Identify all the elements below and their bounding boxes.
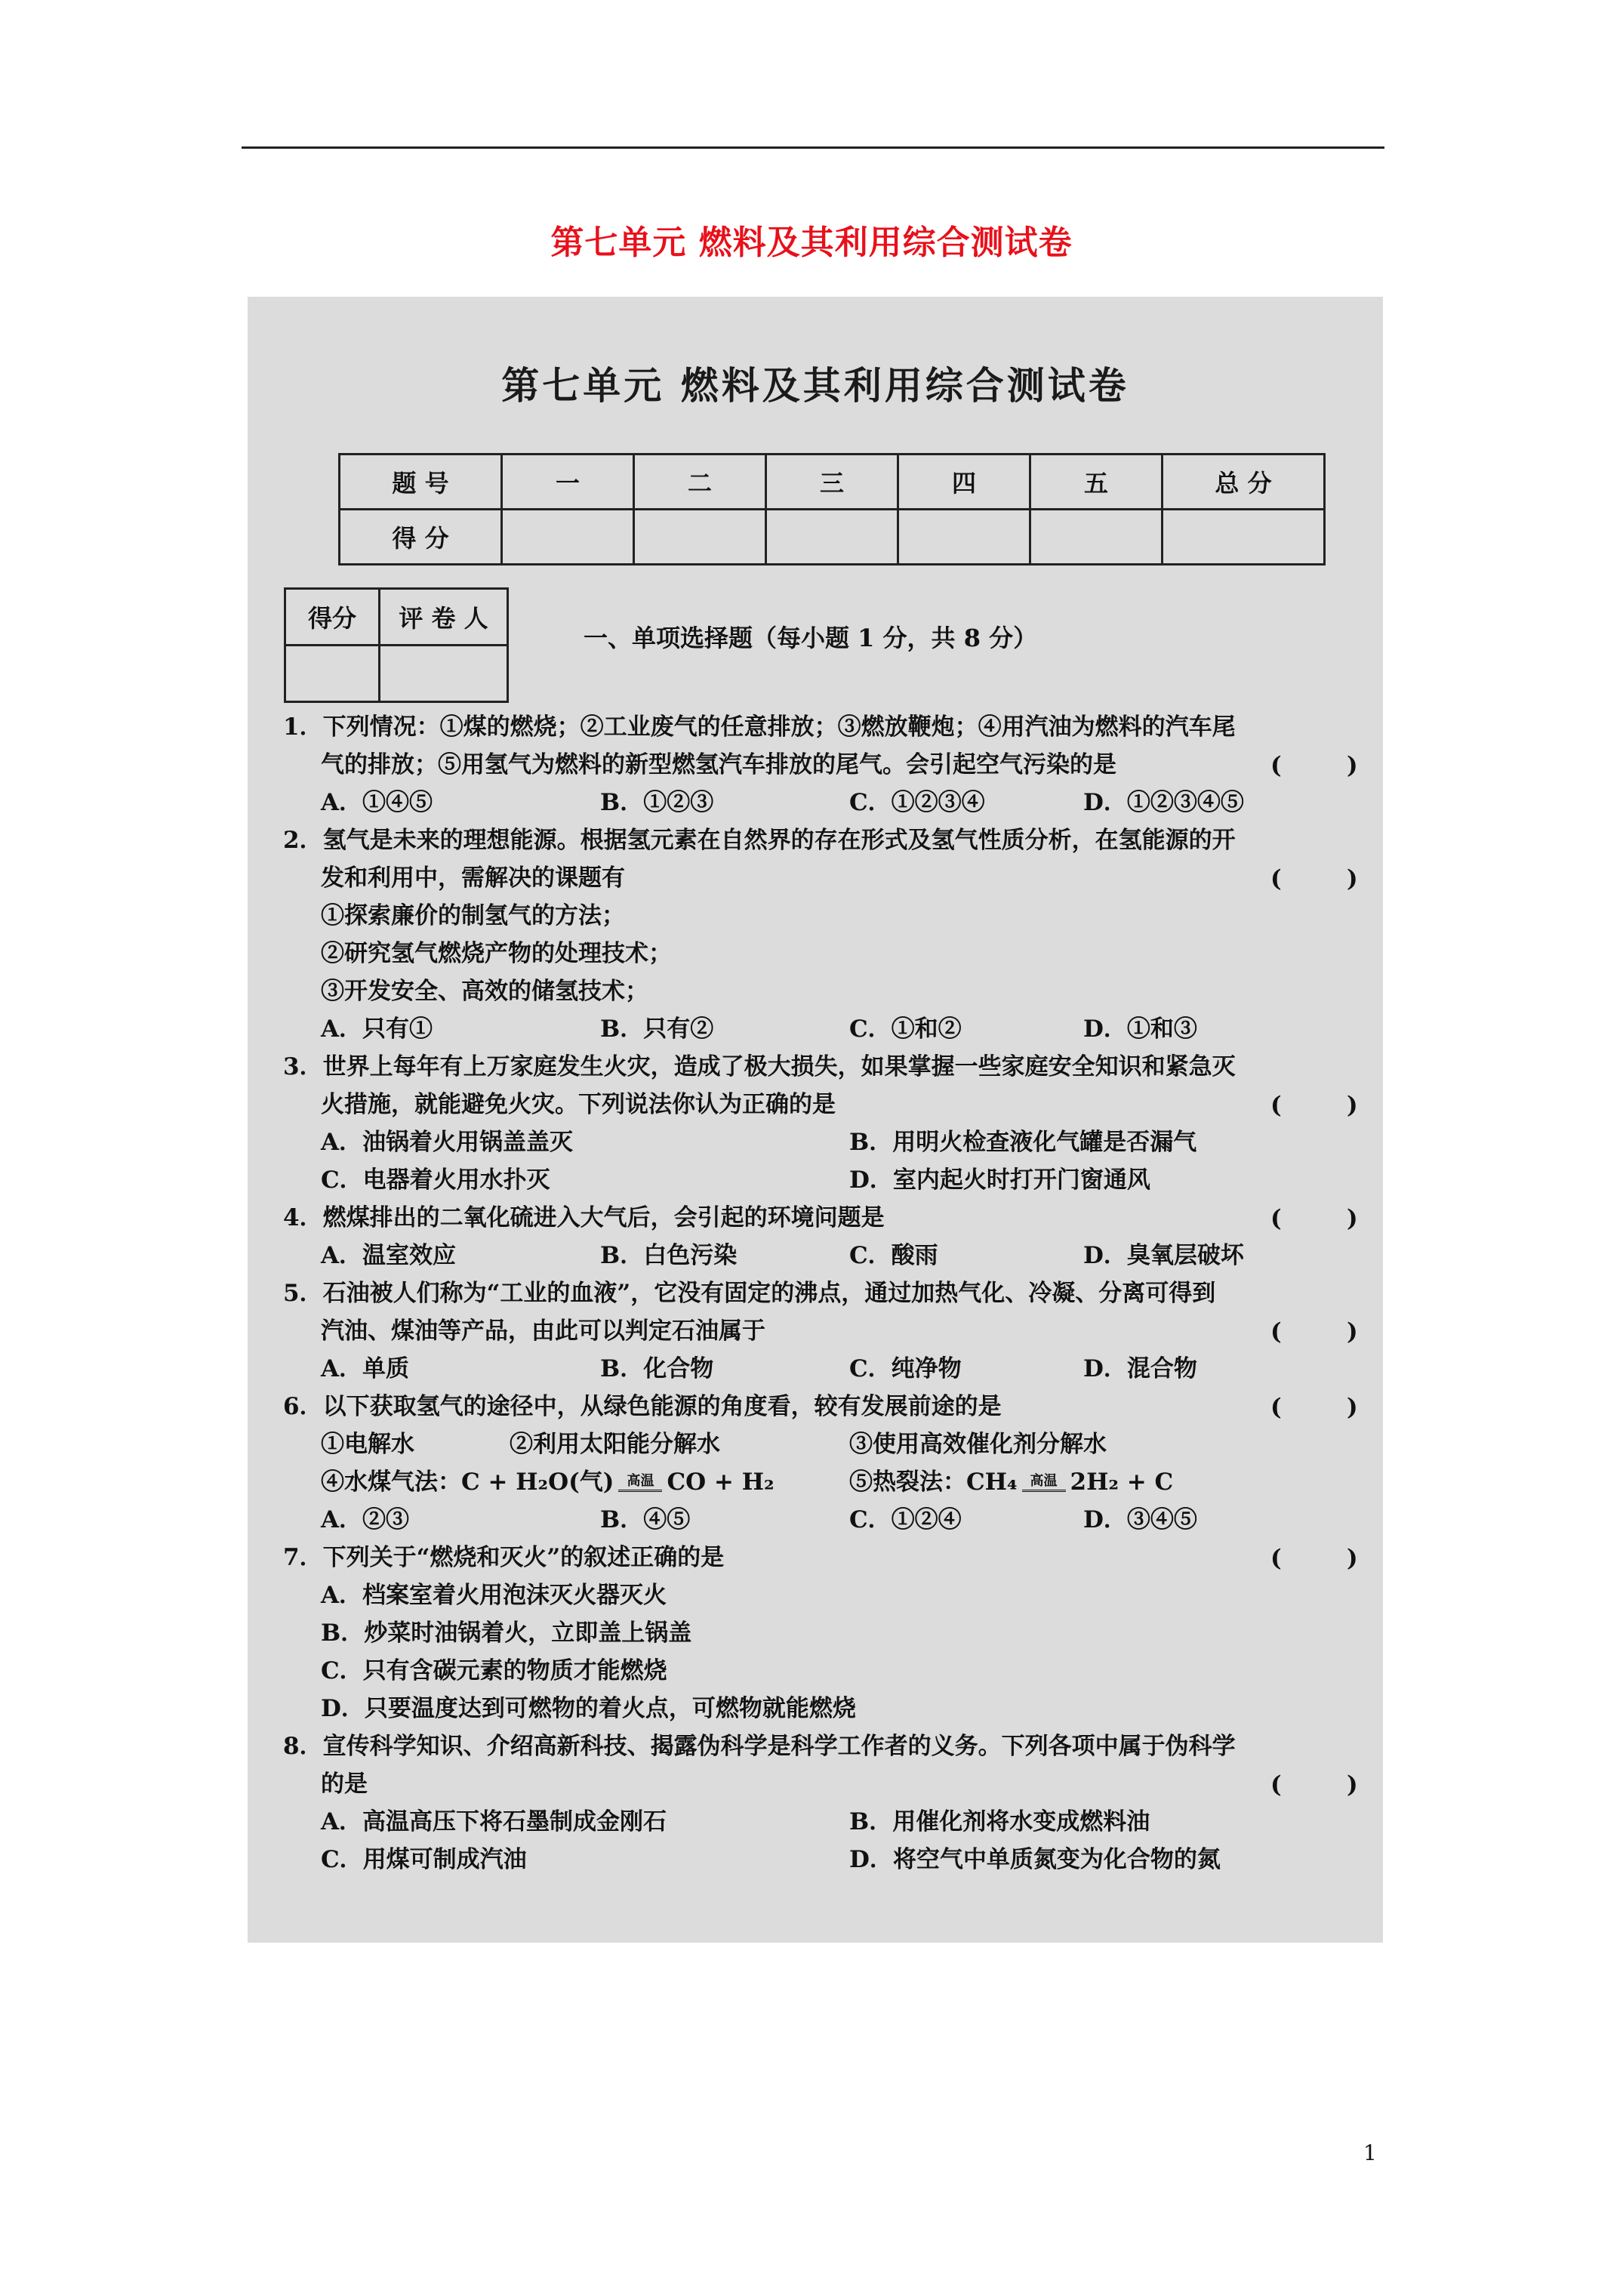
option: B．用催化剂将水变成燃料油 (849, 1808, 1150, 1835)
equation-5 (849, 1463, 1173, 1501)
condition-label: 高温 (627, 1473, 654, 1489)
option: B．①②③ (600, 789, 714, 816)
score-header-cell: 一 (502, 455, 634, 510)
equation-right: 2H₂ + C (1070, 1469, 1174, 1496)
option: C．①②④ (849, 1506, 962, 1533)
option: C．①②③④ (849, 789, 985, 816)
question-2-line-1: 2．氢气是未来的理想能源。根据氢元素在自然界的存在形式及氢气性质分析，在氢能源的开 (283, 827, 1236, 854)
option: D．③④⑤ (1083, 1506, 1197, 1533)
option: B．用明火检查液化气罐是否漏气 (849, 1129, 1197, 1156)
answer-paren: ( ) (1270, 1318, 1358, 1345)
sub-item: ①电解水 (321, 1431, 414, 1458)
score-header-cell: 总 分 (1163, 455, 1325, 510)
option: A．档案室着火用泡沫灭火器灭火 (321, 1582, 667, 1609)
option: D．①和③ (1083, 1015, 1197, 1043)
option: A．高温高压下将石墨制成金刚石 (321, 1808, 667, 1835)
sub-item: ②利用太阳能分解水 (510, 1431, 720, 1458)
document-title: 第七单元 燃料及其利用综合测试卷 (550, 223, 1073, 262)
option: A．单质 (321, 1355, 410, 1382)
option: A．温室效应 (321, 1242, 457, 1269)
header-rule (242, 146, 1384, 149)
question-1-line-1: 1．下列情况：①煤的燃烧；②工业废气的任意排放；③燃放鞭炮；④用汽油为燃料的汽车尾 (283, 713, 1236, 741)
scanned-exam-page (248, 297, 1383, 1943)
option: C．用煤可制成汽油 (321, 1846, 527, 1873)
option: D．臭氧层破坏 (1083, 1242, 1244, 1269)
equation-left: ④水煤气法：C + H₂O(气) (321, 1469, 614, 1496)
question-6-line-1: 6．以下获取氢气的途径中，从绿色能源的角度看，较有发展前途的是 (283, 1393, 1002, 1420)
question-2-line-2: 发和利用中，需解决的课题有 (321, 864, 625, 892)
option: A．①④⑤ (321, 789, 433, 816)
option: B．白色污染 (600, 1242, 738, 1269)
option: D．室内起火时打开门窗通风 (849, 1166, 1150, 1194)
option: A．只有① (321, 1015, 433, 1043)
option: C．只有含碳元素的物质才能燃烧 (321, 1657, 667, 1684)
option: A．油锅着火用锅盖盖灭 (321, 1129, 574, 1156)
option: B．炒菜时油锅着火，立即盖上锅盖 (321, 1620, 692, 1647)
score-cell (1163, 510, 1325, 565)
option: D．将空气中单质氮变为化合物的氮 (849, 1846, 1221, 1873)
grader-name-cell (380, 646, 508, 702)
score-header-cell: 题 号 (340, 455, 502, 510)
sub-item: ①探索廉价的制氢气的方法； (321, 902, 625, 929)
option: B．只有② (600, 1015, 714, 1043)
question-8-line-1: 8．宣传科学知识、介绍高新科技、揭露伪科学是科学工作者的义务。下列各项中属于伪科学 (283, 1733, 1236, 1760)
grader-name-label: 评 卷 人 (380, 589, 508, 646)
sub-item: ③开发安全、高效的储氢技术； (321, 978, 648, 1005)
condition-arrow (618, 1475, 662, 1492)
score-table (338, 453, 1326, 566)
answer-paren: ( ) (1270, 865, 1358, 892)
answer-paren: ( ) (1270, 1545, 1358, 1572)
grader-box (284, 587, 509, 703)
score-cell (502, 510, 634, 565)
score-header-cell: 三 (766, 455, 898, 510)
score-header-cell: 五 (1030, 455, 1163, 510)
scan-title: 第七单元 燃料及其利用综合测试卷 (501, 363, 1129, 408)
section-heading: 一、单项选择题（每小题 1 分，共 8 分） (584, 624, 1038, 652)
score-cell (898, 510, 1030, 565)
answer-paren: ( ) (1270, 752, 1358, 779)
condition-arrow (1022, 1475, 1066, 1492)
score-header-cell: 四 (898, 455, 1030, 510)
answer-paren: ( ) (1270, 1092, 1358, 1119)
option: C．纯净物 (849, 1355, 962, 1382)
question-3-line-1: 3．世界上每年有上万家庭发生火灾，造成了极大损失，如果掌握一些家庭安全知识和紧急灭 (283, 1053, 1236, 1080)
question-7-line-1: 7．下列关于“燃烧和灭火”的叙述正确的是 (283, 1544, 725, 1571)
score-cell (634, 510, 766, 565)
sub-item: ②研究氢气燃烧产物的处理技术； (321, 940, 672, 967)
answer-paren: ( ) (1270, 1394, 1358, 1421)
question-8-line-2: 的是 (321, 1771, 368, 1798)
option: B．④⑤ (600, 1506, 691, 1533)
page-number: 1 (1363, 2140, 1377, 2165)
question-4-line-1: 4．燃煤排出的二氧化硫进入大气后，会引起的环境问题是 (283, 1204, 885, 1231)
option: C．①和② (849, 1015, 962, 1043)
option: D．只要温度达到可燃物的着火点，可燃物就能燃烧 (321, 1695, 856, 1722)
question-5-line-2: 汽油、煤油等产品，由此可以判定石油属于 (321, 1318, 765, 1345)
option: A．②③ (321, 1506, 410, 1533)
option: C．酸雨 (849, 1242, 938, 1269)
question-3-line-2: 火措施，就能避免火灾。下列说法你认为正确的是 (321, 1091, 836, 1118)
equation-left: ⑤热裂法：CH₄ (849, 1469, 1018, 1496)
option: D．①②③④⑤ (1083, 789, 1244, 816)
score-cell (1030, 510, 1163, 565)
question-1-line-2: 气的排放；⑤用氢气为燃料的新型燃氢汽车排放的尾气。会引起空气污染的是 (321, 751, 1116, 778)
grader-score-label: 得分 (285, 589, 380, 646)
question-5-line-1: 5．石油被人们称为“工业的血液”，它没有固定的沸点，通过加热气化、冷凝、分离可得到 (283, 1280, 1216, 1307)
option: D．混合物 (1083, 1355, 1197, 1382)
condition-label: 高温 (1030, 1473, 1058, 1489)
option: C．电器着火用水扑灭 (321, 1166, 550, 1194)
score-cell (766, 510, 898, 565)
equation-right: CO + H₂ (667, 1469, 775, 1496)
option: B．化合物 (600, 1355, 714, 1382)
grader-score-cell (285, 646, 380, 702)
equation-4 (321, 1463, 775, 1501)
answer-paren: ( ) (1270, 1771, 1358, 1798)
sub-item: ③使用高效催化剂分解水 (849, 1431, 1107, 1458)
score-header-cell: 二 (634, 455, 766, 510)
score-row-label: 得 分 (340, 510, 502, 565)
answer-paren: ( ) (1270, 1205, 1358, 1232)
